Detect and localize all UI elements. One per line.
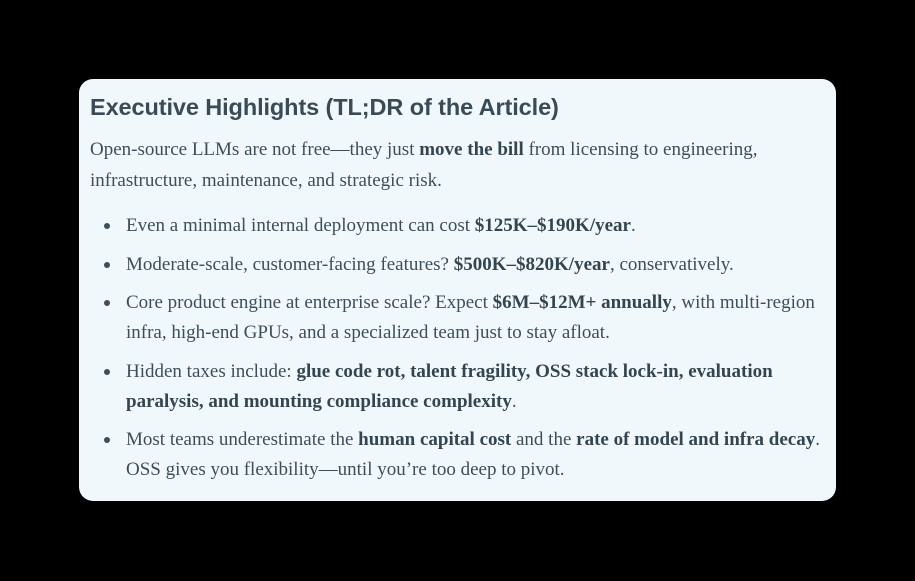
list-item [90, 211, 822, 241]
item-text: Core product engine at enterprise scale? Expect [126, 292, 493, 313]
item-text: , conservatively. [609, 253, 734, 275]
list-item [90, 425, 822, 485]
highlights-list [90, 211, 822, 485]
bullet-icon [104, 223, 110, 229]
item-emphasis: glue code rot, talent fragility, OSS stack lock-in, evaluation paralysis, and mounting compliance complexity [126, 360, 773, 412]
item-emphasis: $125K–$190K/year [474, 215, 631, 236]
item-emphasis: rate of model and infra decay [576, 429, 816, 450]
item-text: and the [511, 429, 577, 450]
item-text: , with multi-region infra, high-end GPUs, and a specialized team just to stay afloat. [126, 292, 815, 343]
item-text: . OSS gives you flexibility—until you’re too deep to pivot. [126, 429, 820, 480]
item-emphasis: $500K–$820K/year [453, 253, 610, 275]
intro-text: from licensing to engineering, infrastructure, maintenance, and strategic risk. [90, 139, 758, 191]
list-item [90, 288, 822, 348]
card-title: Executive Highlights (TL;DR of the Article) [90, 94, 559, 120]
item-text: Hidden taxes include: [126, 360, 297, 382]
item-emphasis: human capital cost [358, 429, 512, 450]
intro-text: Open-source LLMs are not free—they just [90, 139, 420, 160]
bullet-icon [104, 369, 110, 375]
list-item [90, 250, 822, 280]
item-text: . [630, 215, 636, 236]
intro-paragraph [90, 135, 822, 196]
item-text: Most teams underestimate the [126, 429, 359, 450]
highlights-card [79, 79, 836, 501]
item-text: Moderate-scale, customer-facing features? [126, 253, 454, 275]
item-emphasis: $6M–$12M+ annually [492, 292, 672, 313]
item-text: Even a minimal internal deployment can cost [126, 215, 475, 236]
intro-emphasis: move the bill [419, 139, 524, 160]
bullet-icon [104, 437, 110, 443]
bullet-icon [104, 300, 110, 306]
bullet-icon [104, 262, 110, 268]
list-item [90, 357, 822, 417]
item-text: . [511, 390, 517, 412]
